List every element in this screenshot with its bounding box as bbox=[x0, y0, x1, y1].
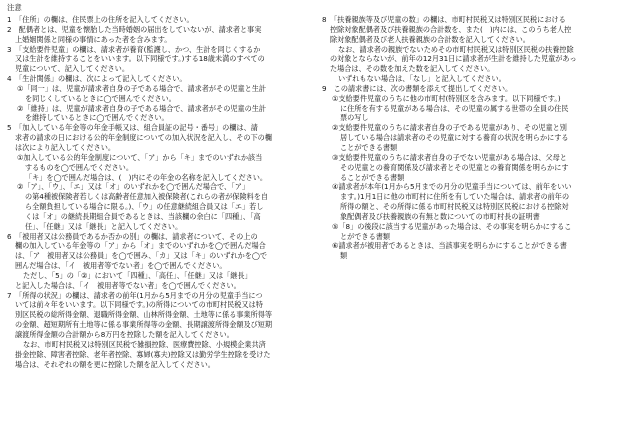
left-column-line: 任」、「任継」又は「継長」と記入してください。 bbox=[25, 221, 183, 231]
left-column-line: ①加入している公的年金制度について、「ア」から「キ」までのいずれか該当 bbox=[17, 152, 263, 162]
right-column-line: 類 bbox=[340, 251, 348, 261]
left-column-line: 3 「支給要件児童」の欄は、請求者が養育(監護し、かつ、生計を同じくするか bbox=[7, 44, 261, 54]
left-column-line: ①「同一」は、児童が請求者自身の子である場合で、請求者がその児童と生計 bbox=[17, 83, 267, 93]
right-column-line: た場合は、その数を加えた数を記入してください。 bbox=[330, 64, 495, 74]
left-column-line: ただし、「5」の「②」において「四種」、「高任」、「任継」又は「継長」 bbox=[23, 270, 252, 280]
left-column-line: なお、市町村民税又は特別区民税で雑損控除、医療費控除、小規模企業共済 bbox=[23, 339, 266, 349]
right-column-line: 9 この請求書には、次の書類を添えて提出してください。 bbox=[322, 83, 513, 93]
left-column-line: ②「維持」は、児童が請求者自身の子である場合で、請求者がその児童の生計 bbox=[17, 103, 267, 113]
left-column-line: 2 配偶者とは、児童を懐胎した当時婚姻の届出をしていないが、請求者と事実 bbox=[7, 24, 262, 34]
left-column-line: ②「ア」、「ウ」、「エ」又は「オ」のいずれかを◯で囲んだ場合で、「ア」 bbox=[17, 182, 250, 192]
right-column bbox=[322, 15, 624, 261]
left-column-line: 別区民税の総所得金額、退職所得金額、山林所得金額、土地等に係る事業所得等 bbox=[15, 310, 273, 320]
left-column-line: を同じくしているときに◯で囲んでください。 bbox=[25, 93, 176, 103]
right-column-line: ることができる書類 bbox=[340, 172, 405, 182]
right-column-line: いずれもない場合は、「なし」と記入してください。 bbox=[338, 74, 506, 84]
left-column-line: 囲んだ場合は、「イ 被用者等でない者」を◯で囲んでください。 bbox=[15, 261, 227, 271]
right-column-line: ことができる書類 bbox=[340, 142, 398, 152]
left-column-line: 「キ」を◯で囲んだ場合は、( )内にその年金の名称を記入してください。 bbox=[25, 172, 268, 182]
right-column-line: ①支給要件児童のうちに他の市町村(特別区を含みます。以下同様です。) bbox=[332, 93, 561, 103]
right-column-line: ます。)1月1日に他の市町村に住所を有していた場合は、請求者の前年の bbox=[340, 192, 570, 202]
right-column-line: の対象とならないが、前年の12月31日に請求者が生計を維持した児童があっ bbox=[330, 54, 577, 64]
left-column-line: を維持しているときに◯で囲んでください。 bbox=[25, 113, 169, 123]
notes-title: 注意 bbox=[7, 3, 22, 12]
right-column-line: とができる書類 bbox=[340, 231, 390, 241]
right-column-line: その児童との養育関係及び請求者とその児童との養育関係を明らかにす bbox=[340, 162, 569, 172]
right-column-line: 控除対象配偶者及び扶養親族の合計数を、また( )内には、このうち老人控 bbox=[330, 24, 572, 34]
left-column-line: 求者の請求の日における公的年金制度についての加入状況を記入し、その下の欄 bbox=[15, 133, 272, 143]
left-column-line: するものを◯で囲んでください。 bbox=[25, 162, 133, 172]
left-column-line: 5 「加入している年金等の年金手帳又は、組合員証の記号・番号」の欄は、請 bbox=[7, 123, 258, 133]
left-column-line: 譲渡所得金額の合計額から8万円を控除した額を記入してください。 bbox=[15, 330, 234, 339]
left-column-line: 欄の加入している年金等の「ア」から「オ」までのいずれかを◯で囲んだ場合 bbox=[15, 241, 266, 251]
right-column-line: 居している場合は請求者のその児童に対する養育の状況を明らかにする bbox=[340, 133, 569, 143]
left-column-line: 又は生計を維持することをいいます。以下同様です。)する18歳未満のすべての bbox=[15, 54, 265, 64]
left-column-line: くは「オ」の継続長期組合員であるときは、当該欄の余白に「四種」、「高 bbox=[25, 211, 261, 221]
right-column-line: ④請求者が本年(1月から5月までの月分の児童手当については、前年をいい bbox=[332, 182, 572, 192]
left-column-line: は、「ア 被用者又は公務員」を◯で囲み、「カ」又は「キ」のいずれかを◯で bbox=[15, 251, 268, 261]
left-column-line: 児童について、記入してください。 bbox=[15, 64, 129, 74]
right-column-line: 8 「扶養親族等及び児童の数」の欄は、市町村民税又は特別区民税における bbox=[322, 15, 566, 24]
left-column-line: 上婚姻関係と同様の事情にあった者を含みます。 bbox=[15, 34, 172, 44]
right-column-line: ⑤「8」の後段に該当する児童があった場合は、その事実を明らかにするこ bbox=[332, 221, 572, 231]
left-column-line: いては前々年をいいます。以下同様です。)の所得についての市町村民税又は特 bbox=[15, 300, 263, 310]
left-column-line: 1 「住所」の欄は、住民票上の住所を記入してください。 bbox=[7, 15, 194, 24]
left-column-line: の金額、超短期所有土地等に係る事業所得等の金額、長期譲渡所得金額及び短期 bbox=[15, 320, 273, 330]
right-column-line: 象配偶者及び扶養親族の有無と数についての市町村長の証明書 bbox=[340, 211, 540, 221]
left-column-line: 場合は、それぞれの額を更に控除した額を記入してください。 bbox=[15, 359, 215, 369]
left-column-line: ら全額負担している場合に限る。)、「ウ」の任意継続組合員又は「エ」若し bbox=[25, 202, 264, 212]
right-column-line: なお、請求者の親族でないためその市町村民税又は特別区民税の扶養控除 bbox=[338, 44, 574, 54]
left-column-line: 7 「所得の状況」の欄は、請求者の前年(1月から5月までの月分の児童手当につ bbox=[7, 290, 263, 300]
left-column-line: は次により記入してください。 bbox=[15, 142, 115, 152]
right-column-line: ③支給要件児童のうちに請求者自身の子でない児童がある場合は、父母と bbox=[332, 152, 567, 162]
right-column-line: に住所を有する児童がある場合は、その児童の属する世帯の全員の住民 bbox=[340, 103, 569, 113]
left-column-line: 6 「被用者又は公務員であるか否かの別」の欄は、請求者について、その上の bbox=[7, 231, 258, 241]
right-column-line: ⑥請求者が被用者であるときは、当該事実を明らかにすることができる書 bbox=[332, 241, 567, 251]
right-column-line: 所得の額と、その所得に係る市町村民税又は特別区民税における控除対 bbox=[340, 202, 569, 212]
right-column-line: 除対象配偶者及び老人扶養親族の合計数を記入してください。 bbox=[330, 34, 530, 44]
left-column-line: と記入した場合は、「イ 被用者等でない者」を◯で囲んでください。 bbox=[15, 280, 241, 290]
left-column bbox=[7, 15, 319, 369]
left-column-line: 4 「生計関係」の欄は、次によって記入してください。 bbox=[7, 74, 187, 84]
left-column-line: 掛金控除、障害者控除、老年者控除、寡婦(寡夫)控除又は勤労学生控除を受けた bbox=[15, 349, 271, 359]
left-column-line: の第4種被保険者若しくは高齢者任意加入被保険者(これらの者が保険料を自 bbox=[25, 192, 268, 202]
right-column-line: ②支給要件児童のうちに請求者自身の子である児童があり、その児童と別 bbox=[332, 123, 567, 133]
right-column-line: 票の写し bbox=[340, 113, 369, 123]
